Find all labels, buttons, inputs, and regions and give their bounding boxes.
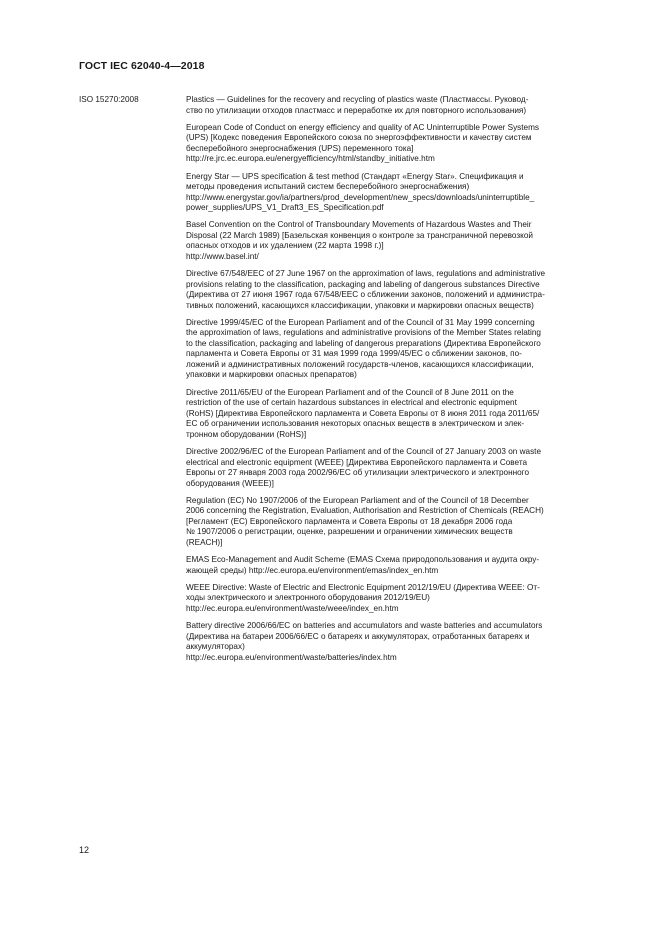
bibliography-entry bbox=[186, 95, 615, 116]
bibliography-entry bbox=[186, 388, 615, 441]
entry-line: (REACH)] bbox=[186, 537, 223, 547]
entry-line: тронном оборудовании (RoHS)] bbox=[186, 429, 307, 439]
entry-line: (UPS) [Кодекс поведения Европейского союза по энергоэффективности и качеству систем bbox=[186, 133, 532, 143]
entry-line: European Code of Conduct on energy efficiency and quality of AC Uninterruptible Power Systems bbox=[186, 122, 540, 132]
bibliography-entry bbox=[186, 555, 615, 576]
entry-line: Directive 1999/45/EC of the European Parliament and of the Council of 31 May 1999 concerning bbox=[186, 317, 535, 327]
entry-line: power_supplies/UPS_V1_Draft3_ES_Specification.pdf bbox=[186, 203, 384, 213]
entry-line: парламента и Совета Европы от 31 мая 1999 года 1999/45/ЕС о сближении законов, по- bbox=[186, 349, 522, 359]
entry-line: жающей среды) http://ec.europa.eu/environment/emas/index_en.htm bbox=[186, 565, 439, 575]
entry-line: Regulation (EC) No 1907/2006 of the European Parliament and of the Council of 18 December bbox=[186, 495, 529, 505]
bibliography-entry bbox=[186, 447, 615, 489]
bibliography-entries bbox=[186, 95, 615, 670]
entry-line: EMAS Eco-Management and Audit Scheme (EMAS Схема природопользования и аудита окру- bbox=[186, 555, 540, 565]
entry-line: http://www.energystar.gov/ia/partners/prod_development/new_specs/downloads/uninterruptible_ bbox=[186, 192, 535, 202]
bibliography-entry bbox=[186, 318, 615, 381]
bibliography-row bbox=[79, 95, 615, 670]
bibliography-entry bbox=[186, 269, 615, 311]
entry-line: тивных положений, касающихся классификации, упаковки и маркировки опасных веществ) bbox=[186, 300, 534, 310]
reference-standard-label: ISO 15270:2008 bbox=[79, 95, 139, 104]
page-number: 12 bbox=[79, 845, 90, 855]
entry-line: [Регламент (ЕС) Европейского парламента и Совета Европы от 18 декабря 2006 года bbox=[186, 516, 513, 526]
entry-line: 2006 concerning the Registration, Evaluation, Authorisation and Restriction of Chemicals (REACH) bbox=[186, 506, 544, 516]
entry-line: Disposal (22 March 1989) [Базельская конвенция о контроле за трансграничной перевозкой bbox=[186, 230, 533, 240]
entry-line: WEEE Directive: Waste of Electric and Electronic Equipment 2012/19/EU (Директива WEEE: От- bbox=[186, 582, 540, 592]
entry-line: ложений и административных положений государств-членов, касающихся классификации, bbox=[186, 359, 534, 369]
entry-line: restriction of the use of certain hazardous substances in electrical and electronic equipment bbox=[186, 398, 517, 408]
bibliography-entry bbox=[186, 123, 615, 165]
entry-line: Directive 2002/96/EC of the European Parliament and of the Council of 27 January 2003 on waste bbox=[186, 447, 542, 457]
entry-line: Battery directive 2006/66/EC on batteries and accumulators and waste batteries and accumulators bbox=[186, 621, 543, 631]
entry-line: ство по утилизации отходов пластмасс и переработке их для повторного использования) bbox=[186, 105, 527, 115]
entry-line: упаковки и маркировки опасных препаратов) bbox=[186, 370, 357, 380]
entry-line: (RoHS) [Директива Европейского парламента и Совета Европы от 8 июня 2011 года 2011/65/ bbox=[186, 408, 540, 418]
entry-line: методы проведения испытаний систем бесперебойного энергоснабжения) bbox=[186, 182, 470, 192]
entry-line: to the classification, packaging and labeling of dangerous preparations (Директива Европейского bbox=[186, 338, 541, 348]
entry-line: опасных отходов и их удалением (22 марта 1998 г.)] bbox=[186, 241, 384, 251]
entry-line: provisions relating to the classification, packaging and labeling of dangerous substances Directive bbox=[186, 279, 540, 289]
entry-line: бесперебойного энергоснабжения (UPS) переменного тока] bbox=[186, 143, 414, 153]
entry-line: оборудования (WEEE)] bbox=[186, 478, 274, 488]
entry-line: ЕС об ограничении использования некоторых опасных веществ в электрическом и элек- bbox=[186, 419, 525, 429]
entry-line: Directive 67/548/EEC of 27 June 1967 on the approximation of laws, regulations and administrative bbox=[186, 269, 546, 279]
entry-line: (Директива на батареи 2006/66/ЕС о батареях и аккумуляторах, отработанных батареях и bbox=[186, 631, 530, 641]
bibliography-entry bbox=[186, 496, 615, 549]
entry-line: Европы от 27 января 2003 года 2002/96/ЕС об утилизации электрического и электронного bbox=[186, 468, 530, 478]
document-code-header: ГОСТ IEC 62040-4—2018 bbox=[79, 60, 205, 72]
entry-line: http://re.jrc.ec.europa.eu/energyefficiency/html/standby_initiative.htm bbox=[186, 154, 435, 164]
entry-line: Directive 2011/65/EU of the European Parliament and of the Council of 8 June 2011 on the bbox=[186, 387, 514, 397]
entry-line: № 1907/2006 о регистрации, оценке, разрешении и ограничении химических веществ bbox=[186, 527, 513, 537]
entry-line: (Директива от 27 июня 1967 года 67/548/ЕЕС о сближении законов, положений и админиcтра- bbox=[186, 290, 545, 300]
entry-line: http://ec.europa.eu/environment/waste/weee/index_en.htm bbox=[186, 603, 399, 613]
bibliography-section bbox=[79, 95, 615, 670]
bibliography-entry bbox=[186, 172, 615, 214]
entry-line: аккумуляторах) bbox=[186, 642, 245, 652]
entry-line: http://ec.europa.eu/environment/waste/batteries/index.htm bbox=[186, 652, 397, 662]
entry-line: electrical and electronic equipment (WEEE) [Директива Европейского парламента и Совета bbox=[186, 457, 528, 467]
entry-line: Basel Convention on the Control of Transboundary Movements of Hazardous Wastes and Their bbox=[186, 220, 532, 230]
entry-line: http://www.basel.int/ bbox=[186, 251, 259, 261]
bibliography-entry bbox=[186, 583, 615, 615]
entry-line: the approximation of laws, regulations and administrative provisions of the Member States relating bbox=[186, 328, 541, 338]
bibliography-entry bbox=[186, 621, 615, 663]
entry-line: ходы электрического и электронного оборудования 2012/19/EU) bbox=[186, 593, 430, 603]
bibliography-entry bbox=[186, 220, 615, 262]
entry-line: Plastics — Guidelines for the recovery and recycling of plastics waste (Пластмассы. Руковод- bbox=[186, 95, 529, 104]
entry-line: Energy Star — UPS specification & test method (Стандарт «Energy Star». Спецификация и bbox=[186, 171, 524, 181]
